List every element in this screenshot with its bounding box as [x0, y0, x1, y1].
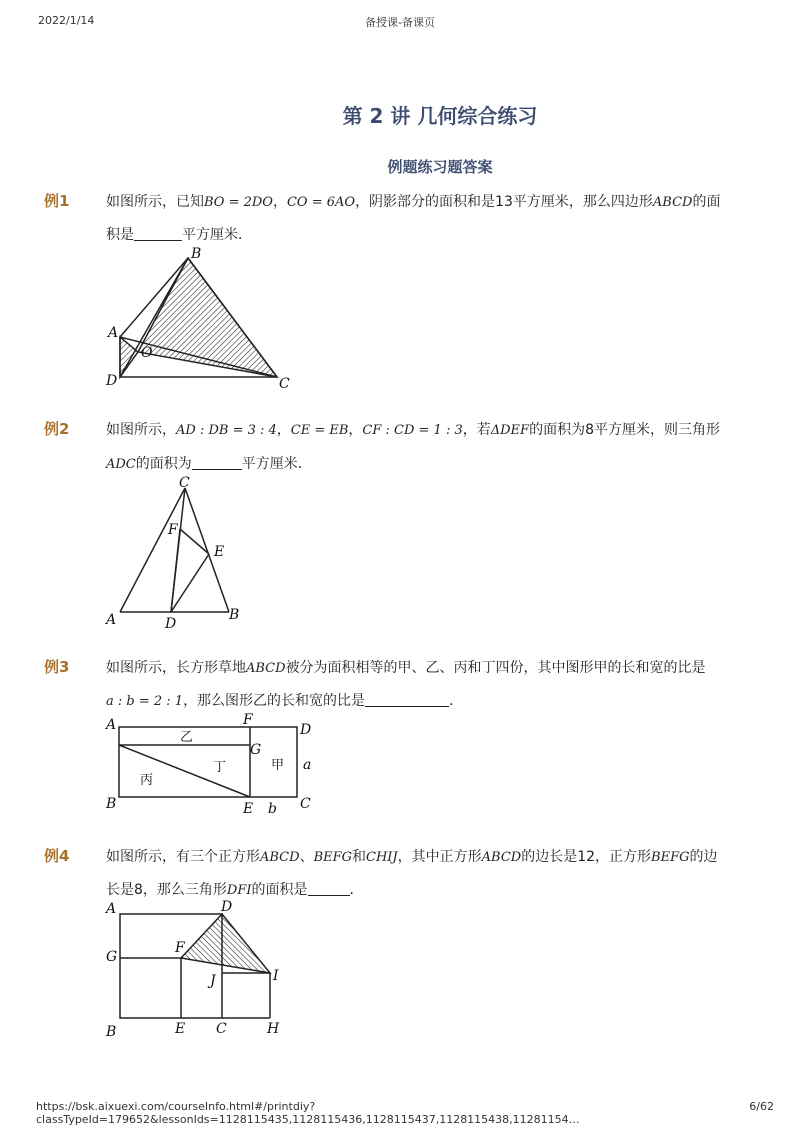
label-e: E: [175, 1021, 186, 1037]
example-4-text-line1: 如图所示，有三个正方形ABCD、BEFG和CHIJ，其中正方形ABCD的边长是12，正方形BEFG的边: [106, 849, 718, 865]
section-subtitle: 例题练习题答案: [387, 158, 493, 176]
label-b: B: [106, 1024, 117, 1040]
shaded-triangle-dfi: [181, 914, 270, 973]
label-f: F: [168, 522, 178, 538]
label-a: A: [106, 612, 117, 628]
example-1-text-line1: 如图所示，已知BO = 2DO，CO = 6AO，阴影部分的面积和是13平方厘米，那么四边形ABCD的面: [106, 194, 721, 210]
label-b: B: [229, 607, 240, 623]
label-o: O: [141, 345, 153, 361]
label-a: A: [106, 717, 117, 733]
label-d: D: [106, 373, 118, 389]
region-bing: 丙: [140, 773, 154, 788]
print-url: https://bsk.aixuexi.com/courseInfo.html#/printdiy?classTypeId=179652&lessonIds=1128115435,1128115436,1128115437,1128115438,11281154…: [36, 1100, 580, 1126]
label-f: F: [243, 712, 253, 728]
label-d: D: [165, 616, 177, 632]
label-j: J: [210, 973, 216, 989]
example-1-text-line2: 积是 平方厘米．: [106, 227, 252, 243]
label-b-small: b: [268, 801, 277, 817]
example-2-text-line1: 如图所示，AD : DB = 3 : 4，CE = EB，CF : CD = 1 : 3，若ΔDEF的面积为8平方厘米，则三角形: [106, 422, 720, 438]
region-jia: 甲: [271, 758, 285, 773]
label-c: C: [216, 1021, 227, 1037]
example-2-label: 例2: [44, 420, 70, 438]
label-d: D: [221, 899, 233, 915]
region-ding: 丁: [213, 760, 227, 775]
print-date: 2022/1/14: [38, 14, 95, 27]
example-3-text-line2: a : b = 2 : 1，那么图形乙的长和宽的比是 ．: [106, 693, 464, 709]
example-4-label: 例4: [44, 847, 70, 865]
label-e: E: [214, 544, 225, 560]
lesson-title: 第 2 讲 几何综合练习: [342, 104, 538, 128]
label-a: A: [108, 325, 119, 341]
example-2-text-line2: ADC的面积为 平方厘米．: [106, 456, 312, 472]
label-c: C: [300, 796, 311, 812]
label-g: G: [106, 949, 118, 965]
label-i: I: [273, 968, 279, 984]
label-b: B: [106, 796, 117, 812]
label-c: C: [279, 376, 290, 392]
label-a: A: [106, 901, 117, 917]
example-1-label: 例1: [44, 192, 70, 210]
label-b: B: [191, 246, 202, 262]
label-e: E: [243, 801, 254, 817]
label-d: D: [300, 722, 312, 738]
label-g: G: [250, 742, 262, 758]
label-c: C: [179, 475, 190, 491]
label-a-small: a: [303, 757, 312, 773]
example-3-text-line1: 如图所示，长方形草地ABCD被分为面积相等的甲、乙、丙和丁四份，其中图形甲的长和宽的比是: [106, 660, 706, 676]
print-page-number: 6/62: [749, 1100, 774, 1113]
print-page-title: 备授课-备课页: [365, 16, 435, 29]
example-3-label: 例3: [44, 658, 70, 676]
region-yi: 乙: [180, 730, 194, 745]
example-4-text-line2: 长是8，那么三角形DFI的面积是 ．: [106, 882, 364, 898]
label-h: H: [267, 1021, 280, 1037]
label-f: F: [175, 940, 185, 956]
